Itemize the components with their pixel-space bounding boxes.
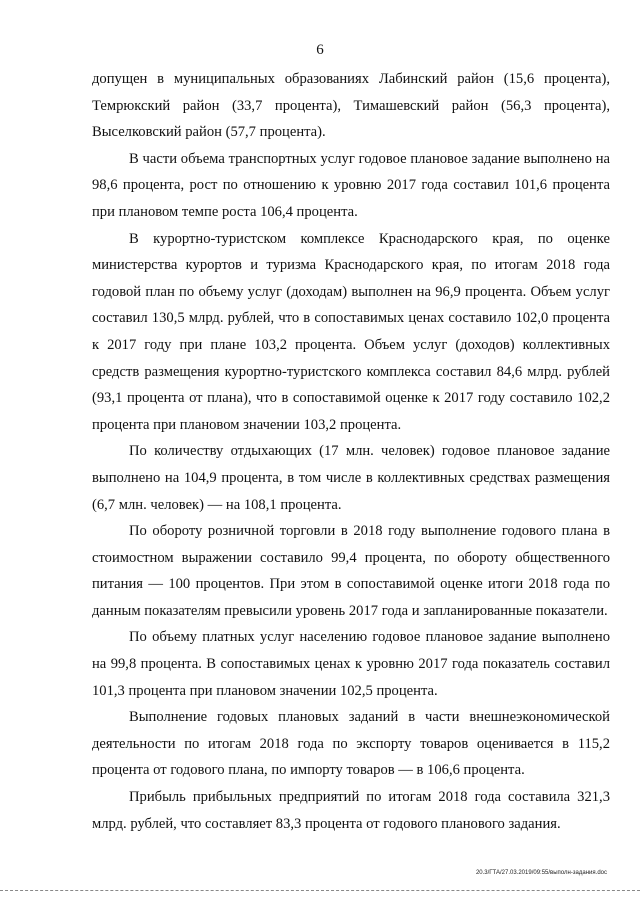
paragraph-transport: В части объема транспортных услуг годовое плановое задание выполнено на 98,6 процента, рост по отношению к уровню 2017 года составил 101,6 процента при плановом темпе роста 106,4 процента. (92, 150, 610, 220)
page-number: 6 (316, 42, 324, 58)
paragraph-retail-trade: По обороту розничной торговли в 2018 году выполнение годового плана в стоимостном выражении составило 99,4 процента, по обороту общественного питания — 100 процентов. При этом в сопоставимой оценке итоги 2018 года по данным показателям превысили уровень 2017 года и запланированные показатели. (92, 523, 610, 619)
paragraph-continuation: допущен в муниципальных образованиях Лабинский район (15,6 процента), Темрюкский район (33,7 процента), Тимашевский район (56,3 процента), Выселковский район (57,7 процента). (92, 71, 610, 141)
paragraph-paid-services: По объему платных услуг населению годовое плановое задание выполнено на 99,8 процента. В сопоставимых ценах к уровню 2017 года показатель составил 101,3 процента при плановом значении 102,5 процента. (92, 629, 610, 699)
scan-divider (0, 890, 640, 891)
paragraph-foreign-trade: Выполнение годовых плановых заданий в части внешнеэкономической деятельности по итогам 2018 года по экспорту товаров оценивается в 115,2 процента от годового плана, по импорту товаров — в 106,6 процента. (92, 709, 610, 779)
paragraph-profit: Прибыль прибыльных предприятий по итогам 2018 года составила 321,3 млрд. рублей, что составляет 83,3 процента от годового планового задания. (92, 789, 610, 832)
paragraph-vacationers: По количеству отдыхающих (17 млн. человек) годовое плановое задание выполнено на 104,9 процента, в том числе в коллективных средствах размещения (6,7 млн. человек) — на 108,1 процента. (92, 443, 610, 513)
file-reference: 20.3/ГТА/27.03.2019/09:55/выполн-задания.doc (475, 870, 607, 876)
document-body (92, 66, 610, 837)
paragraph-resort-tourism: В курортно-туристском комплексе Краснодарского края, по оценке министерства курортов и туризма Краснодарского края, по итогам 2018 года годовой план по объему услуг (доходам) выполнен на 96,9 процента. Объем услуг составил 130,5 млрд. рублей, что в сопоставимых ценах составило 102,0 процента к 2017 году при плане 103,2 процента. Объем услуг (доходов) коллективных средств размещения курортно-туристского комплекса составил 84,6 млрд. рублей (93,1 процента от плана), что в сопоставимой оценке к 2017 году составило 102,2 процента при плановом значении 103,2 процента. (92, 230, 610, 433)
